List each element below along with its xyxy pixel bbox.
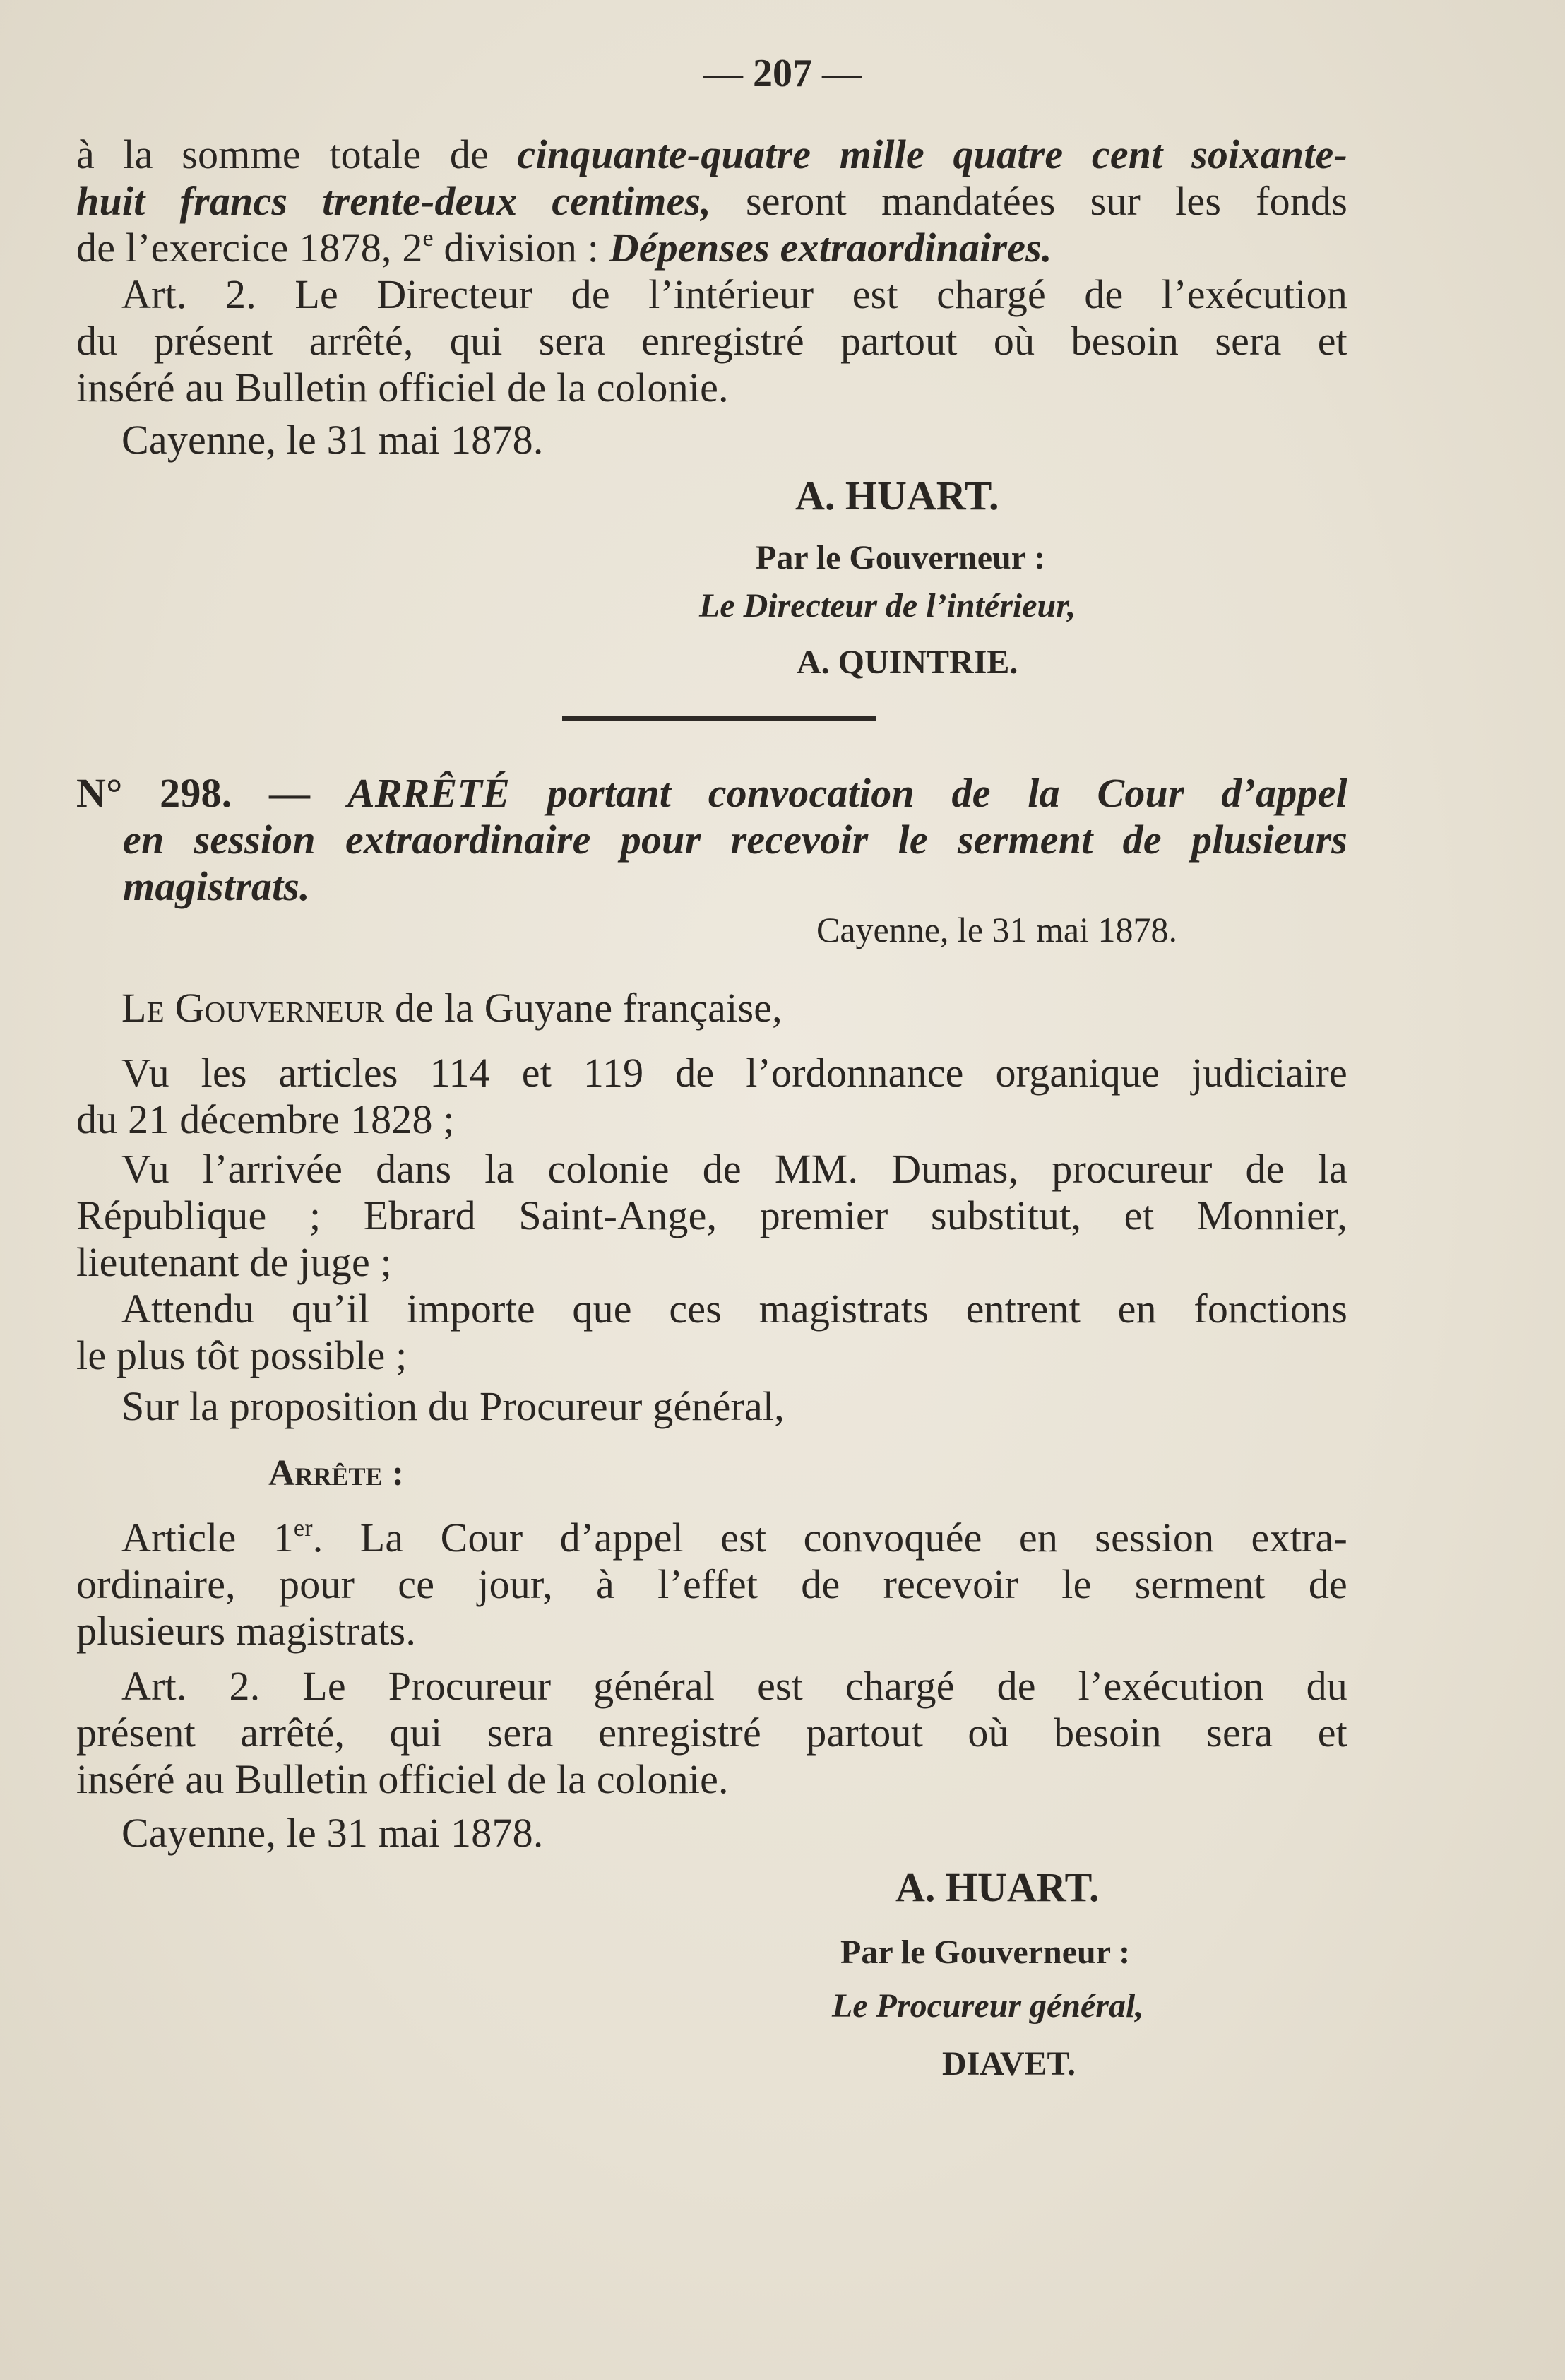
text-line: huit francs trente-deux centimes, seront mandatées sur les fonds	[76, 178, 1348, 224]
text-line: le plus tôt possible ;	[76, 1332, 407, 1378]
text-line: Article 1er. La Cour d’appel est convoquée en session extra-	[121, 1515, 1347, 1561]
arrete-title-line: N° 298. — ARRÊTÉ portant convocation de la Cour d’appel	[76, 770, 1347, 816]
text-line: Vu les articles 114 et 119 de l’ordonnance organique judiciaire	[121, 1050, 1347, 1096]
text-line: du 21 décembre 1828 ;	[76, 1096, 455, 1142]
text-line: Le Gouverneur de la Guyane française,	[121, 985, 782, 1031]
date-line: Cayenne, le 31 mai 1878.	[121, 417, 544, 463]
text-line: inséré au Bulletin officiel de la colonie.	[76, 1756, 729, 1802]
text-line: du présent arrêté, qui sera enregistré partout où besoin sera et	[76, 318, 1347, 364]
date-line: Cayenne, le 31 mai 1878.	[121, 1810, 544, 1856]
text-line: de l’exercice 1878, 2e division : Dépenses extraordinaires.	[76, 225, 1052, 271]
countersigner-role: Le Procureur général,	[832, 1987, 1144, 2025]
arrete-title-line: en session extraordinaire pour recevoir le serment de plusieurs	[123, 817, 1347, 863]
text-line: République ; Ebrard Saint-Ange, premier substitut, et Monnier,	[76, 1192, 1347, 1238]
page-number: — 207 —	[703, 52, 862, 95]
text-line: à la somme totale de cinquante-quatre mille quatre cent soixante-	[76, 131, 1347, 177]
text-line: ordinaire, pour ce jour, à l’effet de recevoir le serment de	[76, 1561, 1347, 1607]
text-line: Sur la proposition du Procureur général,	[121, 1383, 785, 1429]
text-line: Attendu qu’il importe que ces magistrats entrent en fonctions	[121, 1286, 1347, 1332]
text-line: plusieurs magistrats.	[76, 1608, 417, 1654]
signer-name: A. HUART.	[895, 1864, 1100, 1910]
text-line: Vu l’arrivée dans la colonie de MM. Dumas, procureur de la	[121, 1146, 1347, 1192]
countersigner-role: Le Directeur de l’intérieur,	[699, 587, 1076, 624]
text-line: présent arrêté, qui sera enregistré partout où besoin sera et	[76, 1710, 1347, 1756]
signer-name: A. HUART.	[795, 473, 999, 519]
countersigner-name: DIAVET.	[942, 2045, 1076, 2083]
arrete-heading: Arrête :	[268, 1453, 404, 1493]
par-le-gouverneur: Par le Gouverneur :	[840, 1934, 1131, 1971]
text-line: lieutenant de juge ;	[76, 1239, 392, 1285]
par-le-gouverneur: Par le Gouverneur :	[756, 539, 1046, 576]
arrete-title-line: magistrats.	[123, 863, 310, 909]
text-line: Art. 2. Le Directeur de l’intérieur est chargé de l’exécution	[121, 271, 1347, 317]
text-line: Art. 2. Le Procureur général est chargé de l’exécution du	[121, 1663, 1347, 1709]
section-divider	[562, 716, 876, 721]
text-line: inséré au Bulletin officiel de la colonie.	[76, 365, 729, 410]
arrete-header-date: Cayenne, le 31 mai 1878.	[816, 910, 1177, 949]
countersigner-name: A. QUINTRIE.	[797, 644, 1018, 681]
